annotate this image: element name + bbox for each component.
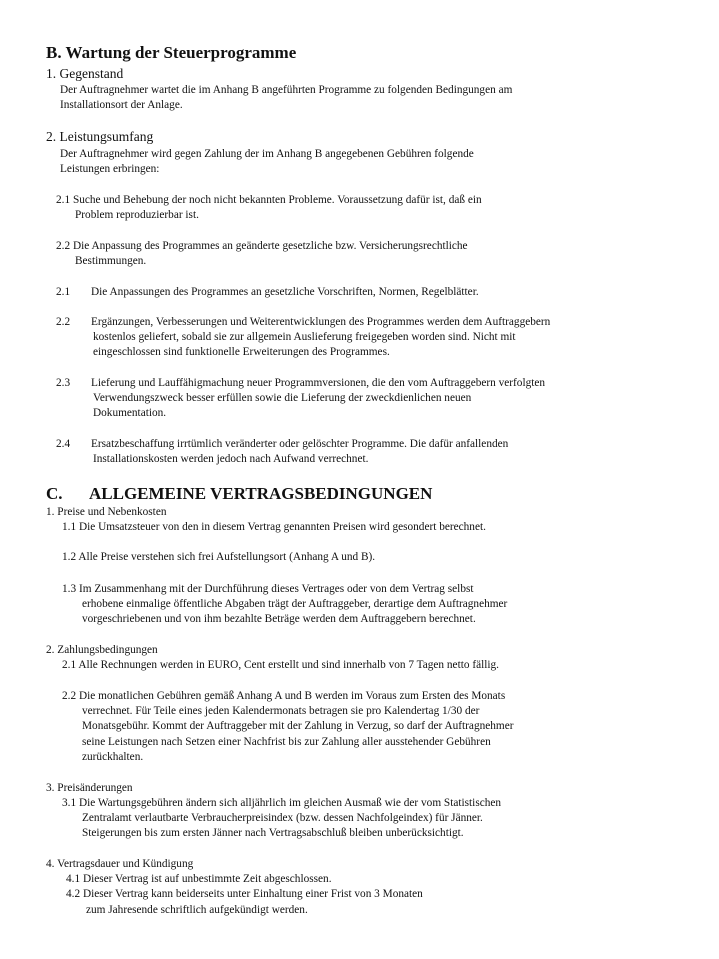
item-2-2b-text: Ergänzungen, Verbesserungen und Weiterentwicklungen des Programmes werden dem Auftraggebern (91, 316, 551, 328)
item-3-1: 3.1 Die Wartungsgebühren ändern sich alljährlich im gleichen Ausmaß wie der vom Statistischen (62, 797, 502, 809)
item-2-3-text: Verwendungszweck besser erfüllen sowie die Lieferung der zweckdienlichen neuen (93, 392, 472, 404)
item-number: 2.2 (56, 316, 71, 328)
heading-leistungsumfang: 2. Leistungsumfang (46, 129, 154, 144)
item-1-2: 1.2 Alle Preise verstehen sich frei Aufstellungsort (Anhang A und B). (62, 551, 376, 563)
item-2-2-cont: Bestimmungen. (75, 255, 147, 267)
text-line: Leistungen erbringen: (60, 163, 160, 175)
item-3-1-cont: Steigerungen bis zum ersten Jänner nach Vertragsabschluß bleiben unberücksichtigt. (82, 827, 464, 839)
item-2-2-cont: verrechnet. Für Teile eines jeden Kalendermonats betragen sie pro Kalendertag 1/30 der (82, 705, 480, 717)
item-2-2: 2.2 Die Anpassung des Programmes an geänderte gesetzliche bzw. Versicherungsrechtliche (56, 240, 468, 252)
item-1-3-cont: vorgeschriebenen und von ihm bezahlte Beträge werden dem Auftraggebern berechnet. (82, 613, 476, 625)
item-2-2-cont: seine Leistungen nach Setzen einer Nachfrist bis zur Zahlung aller ausstehender Gebühren (82, 736, 491, 748)
item-2-1b-text: Die Anpassungen des Programmes an gesetzliche Vorschriften, Normen, Regelblätter. (91, 286, 479, 298)
heading-preisaenderungen: 3. Preisänderungen (46, 782, 133, 794)
text-line: Installationsort der Anlage. (60, 99, 183, 111)
item-2-3-text: Dokumentation. (93, 407, 167, 419)
item-2-3-text: Lieferung und Lauffähigmachung neuer Programmversionen, die den vom Auftraggebern verfolgten (91, 377, 546, 389)
item-1-1: 1.1 Die Umsatzsteuer von den in diesem Vertrag genannten Preisen wird gesondert berechnet. (62, 521, 486, 533)
item-2-1: 2.1 Suche und Behebung der noch nicht bekannten Probleme. Voraussetzung dafür ist, daß ein (56, 194, 482, 206)
item-4-2-cont: zum Jahresende schriftlich aufgekündigt werden. (86, 904, 308, 916)
heading-gegenstand: 1. Gegenstand (46, 66, 124, 81)
item-2-2-cont: zurückhalten. (82, 751, 144, 763)
item-4-2: 4.2 Dieser Vertrag kann beiderseits unter Einhaltung einer Frist von 3 Monaten (66, 888, 423, 900)
item-number: 2.4 (56, 438, 71, 450)
item-2-2b-text: eingeschlossen sind funktionelle Erweiterungen des Programmes. (93, 346, 390, 358)
text-line: Der Auftragnehmer wartet die im Anhang B angeführten Programme zu folgenden Bedingungen am (60, 84, 513, 96)
heading-preise: 1. Preise und Nebenkosten (46, 506, 167, 518)
item-2-4-text: Installationskosten werden jedoch nach Aufwand verrechnet. (93, 453, 369, 465)
section-c-letter: C. (46, 484, 63, 503)
item-2-4-text: Ersatzbeschaffung irrtümlich veränderter oder gelöschter Programme. Die dafür anfallenden (91, 438, 509, 450)
heading-vertragsdauer: 4. Vertragsdauer und Kündigung (46, 858, 194, 870)
item-1-3: 1.3 Im Zusammenhang mit der Durchführung dieses Vertrages oder von dem Vertrag selbst (62, 583, 474, 595)
text-line: Der Auftragnehmer wird gegen Zahlung der im Anhang B angegebenen Gebühren folgende (60, 148, 474, 160)
section-c-title: ALLGEMEINE VERTRAGSBEDINGUNGEN (89, 484, 433, 503)
item-2-1: 2.1 Alle Rechnungen werden in EURO, Cent erstellt und sind innerhalb von 7 Tagen netto fällig. (62, 659, 499, 671)
item-number: 2.1 (56, 286, 71, 298)
section-b-title: B. Wartung der Steuerprogramme (46, 43, 297, 62)
item-2-2: 2.2 Die monatlichen Gebühren gemäß Anhang A und B werden im Voraus zum Ersten des Monats (62, 690, 506, 702)
item-4-1: 4.1 Dieser Vertrag ist auf unbestimmte Zeit abgeschlossen. (66, 873, 332, 885)
item-number: 2.3 (56, 377, 71, 389)
item-1-3-cont: erhobene einmalige öffentliche Abgaben trägt der Auftraggeber, derartige dem Auftragnehmer (82, 598, 508, 610)
item-2-1-cont: Problem reproduzierbar ist. (75, 209, 199, 221)
item-2-2b-text: kostenlos geliefert, sobald sie zur allgemein Auslieferung freigegeben worden sind. Nicht mit (93, 331, 516, 343)
item-2-2-cont: Monatsgebühr. Kommt der Auftraggeber mit der Zahlung in Verzug, so darf der Auftragnehmer (82, 720, 514, 732)
item-3-1-cont: Zentralamt verlautbarte Verbraucherpreisindex (bzw. dessen Nachfolgeindex) für Jänner. (82, 812, 483, 824)
heading-zahlung: 2. Zahlungsbedingungen (46, 644, 158, 656)
